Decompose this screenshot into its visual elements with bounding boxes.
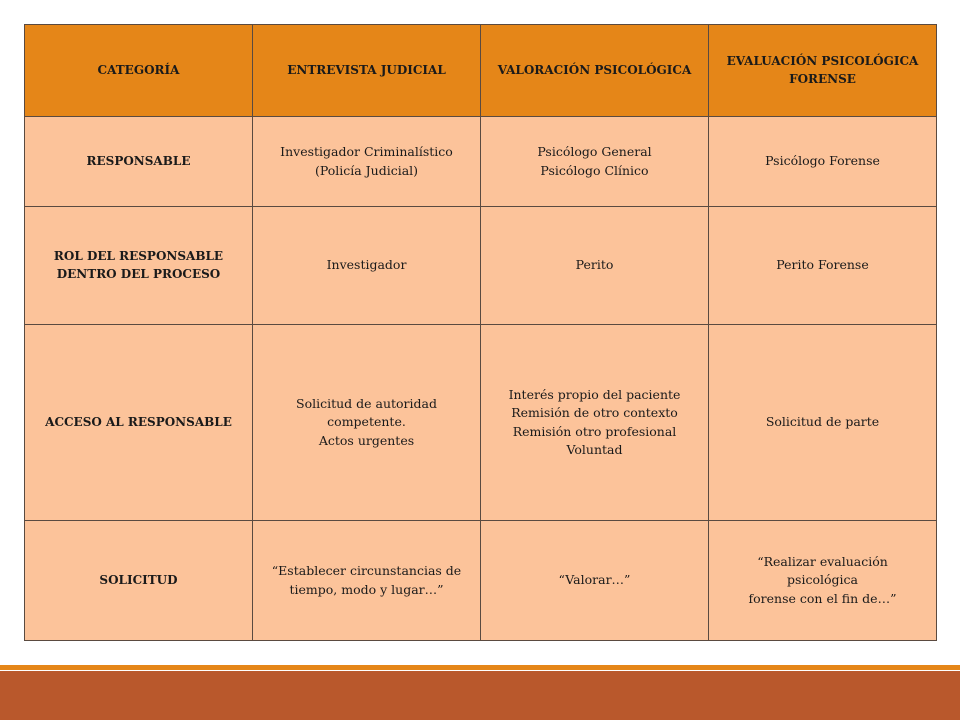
table-row-responsable (25, 117, 937, 207)
table-cell: Interés propio del paciente Remisión de otro contexto Remisión otro profesional Voluntad (481, 325, 709, 521)
table-row-rol (25, 207, 937, 325)
footer-accent-line (0, 665, 960, 670)
table-row-acceso (25, 325, 937, 521)
table-cell: Psicólogo Forense (709, 117, 937, 207)
header-cell-categoria: CATEGORÍA (25, 25, 253, 117)
row-category-cell: ACCESO AL RESPONSABLE (25, 325, 253, 521)
table-cell: Investigador Criminalístico (Policía Judicial) (253, 117, 481, 207)
table-cell: Solicitud de parte (709, 325, 937, 521)
table-cell: “Valorar…” (481, 521, 709, 641)
table-row-solicitud (25, 521, 937, 641)
row-category-cell: SOLICITUD (25, 521, 253, 641)
row-category-cell: RESPONSABLE (25, 117, 253, 207)
table-cell: Solicitud de autoridad competente. Actos urgentes (253, 325, 481, 521)
table-cell: Perito (481, 207, 709, 325)
header-cell-evaluacion-psicologica-forense: EVALUACIÓN PSICOLÓGICA FORENSE (709, 25, 937, 117)
header-cell-valoracion-psicologica: VALORACIÓN PSICOLÓGICA (481, 25, 709, 117)
header-row (25, 25, 937, 117)
row-category-cell: ROL DEL RESPONSABLE DENTRO DEL PROCESO (25, 207, 253, 325)
table-cell: Investigador (253, 207, 481, 325)
comparison-table (24, 24, 937, 641)
header-cell-entrevista-judicial: ENTREVISTA JUDICIAL (253, 25, 481, 117)
footer-band (0, 671, 960, 720)
table-cell: “Realizar evaluación psicológica forense con el fin de…” (709, 521, 937, 641)
table-cell: Perito Forense (709, 207, 937, 325)
table-cell: Psicólogo General Psicólogo Clínico (481, 117, 709, 207)
table-cell: “Establecer circunstancias de tiempo, modo y lugar…” (253, 521, 481, 641)
